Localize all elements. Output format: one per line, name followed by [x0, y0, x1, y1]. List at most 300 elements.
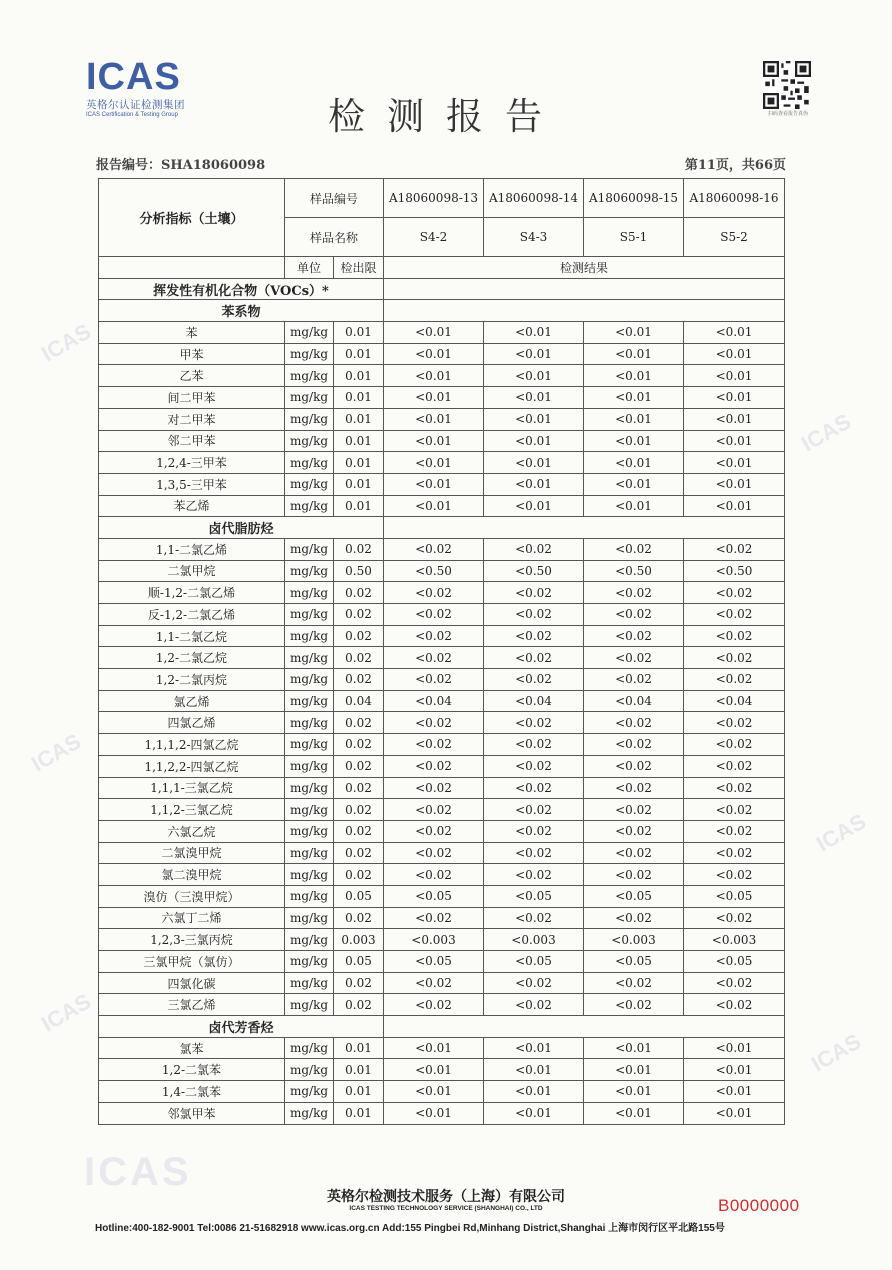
result-cell: <0.01: [384, 495, 484, 517]
logo-en-name: ICAS Certification & Testing Group: [86, 112, 178, 118]
table-row: [99, 582, 785, 604]
result-cell: <0.04: [684, 690, 785, 712]
limit-cell: 0.04: [334, 690, 384, 712]
limit-cell: 0.50: [334, 560, 384, 582]
blank-cell: [384, 300, 785, 322]
logo-cn-name: 英格尔认证检测集团: [86, 99, 185, 111]
table-row: [99, 408, 785, 430]
table-row: [99, 430, 785, 452]
result-cell: <0.02: [684, 625, 785, 647]
limit-cell: 0.02: [334, 820, 384, 842]
analyte-name: 1,3,5-三甲苯: [99, 473, 285, 495]
table-row: [99, 690, 785, 712]
result-cell: <0.02: [484, 755, 584, 777]
watermark-logo: ICAS: [37, 318, 96, 367]
result-cell: <0.003: [484, 929, 584, 951]
limit-cell: 0.02: [334, 994, 384, 1016]
result-cell: <0.02: [684, 712, 785, 734]
result-cell: <0.02: [684, 820, 785, 842]
result-cell: <0.02: [484, 538, 584, 560]
unit-cell: mg/kg: [285, 387, 334, 409]
table-row: [99, 1081, 785, 1103]
limit-cell: 0.01: [334, 452, 384, 474]
result-cell: <0.01: [584, 452, 684, 474]
limit-cell: 0.01: [334, 1102, 384, 1124]
result-cell: <0.02: [584, 625, 684, 647]
result-cell: <0.02: [484, 864, 584, 886]
unit-cell: mg/kg: [285, 972, 334, 994]
result-cell: <0.01: [484, 452, 584, 474]
result-cell: <0.02: [684, 755, 785, 777]
result-cell: <0.01: [484, 365, 584, 387]
result-cell: <0.02: [484, 582, 584, 604]
result-cell: <0.02: [484, 712, 584, 734]
analyte-name: 1,1-二氯乙烷: [99, 625, 285, 647]
result-cell: <0.05: [684, 885, 785, 907]
result-cell: <0.02: [384, 755, 484, 777]
sample-name: S5-2: [684, 218, 785, 257]
blank-cell: [384, 278, 785, 300]
result-cell: <0.02: [484, 994, 584, 1016]
result-cell: <0.02: [484, 669, 584, 691]
result-cell: <0.02: [484, 972, 584, 994]
table-row: [99, 560, 785, 582]
limit-cell: 0.02: [334, 734, 384, 756]
table-row: [99, 907, 785, 929]
result-cell: <0.01: [384, 1059, 484, 1081]
result-cell: <0.01: [484, 495, 584, 517]
analyte-name: 1,2,3-三氯丙烷: [99, 929, 285, 951]
sample-name: S4-2: [384, 218, 484, 257]
result-cell: <0.50: [484, 560, 584, 582]
blank-cell: [384, 1016, 785, 1038]
limit-cell: 0.02: [334, 604, 384, 626]
result-cell: <0.02: [384, 972, 484, 994]
result-cell: <0.01: [684, 343, 785, 365]
result-cell: <0.02: [384, 842, 484, 864]
blank-cell: [384, 517, 785, 539]
result-cell: <0.02: [584, 604, 684, 626]
result-cell: <0.01: [584, 365, 684, 387]
result-cell: <0.003: [384, 929, 484, 951]
watermark-logo: ICAS: [27, 728, 86, 777]
analyte-name: 邻氯甲苯: [99, 1102, 285, 1124]
limit-cell: 0.02: [334, 777, 384, 799]
result-cell: <0.02: [484, 734, 584, 756]
result-cell: <0.02: [384, 647, 484, 669]
analyte-name: 对二甲苯: [99, 408, 285, 430]
table-row: [99, 929, 785, 951]
result-cell: <0.02: [684, 799, 785, 821]
result-cell: <0.01: [384, 473, 484, 495]
result-cell: <0.50: [684, 560, 785, 582]
analyte-name: 1,1-二氯乙烯: [99, 538, 285, 560]
unit-label: 单位: [285, 257, 334, 279]
limit-cell: 0.01: [334, 343, 384, 365]
sample-id: A18060098-15: [584, 179, 684, 218]
result-cell: <0.01: [584, 495, 684, 517]
result-cell: <0.01: [684, 473, 785, 495]
result-cell: <0.02: [584, 669, 684, 691]
result-cell: <0.01: [484, 1037, 584, 1059]
watermark-logo: ICAS: [807, 1028, 866, 1077]
result-cell: <0.01: [384, 1037, 484, 1059]
result-cell: <0.02: [484, 907, 584, 929]
limit-cell: 0.01: [334, 473, 384, 495]
section-row: [99, 300, 785, 322]
analyte-name: 1,1,2-三氯乙烷: [99, 799, 285, 821]
result-cell: <0.02: [384, 777, 484, 799]
table-row: [99, 777, 785, 799]
result-cell: <0.02: [584, 647, 684, 669]
analyte-name: 氯乙烯: [99, 690, 285, 712]
result-cell: <0.02: [684, 864, 785, 886]
result-cell: <0.003: [584, 929, 684, 951]
unit-cell: mg/kg: [285, 343, 334, 365]
unit-cell: mg/kg: [285, 1102, 334, 1124]
result-cell: <0.01: [584, 1059, 684, 1081]
analyte-name: 1,1,1,2-四氯乙烷: [99, 734, 285, 756]
result-cell: <0.02: [684, 994, 785, 1016]
result-cell: <0.01: [584, 322, 684, 344]
result-cell: <0.05: [584, 885, 684, 907]
limit-cell: 0.01: [334, 495, 384, 517]
sample-id: A18060098-14: [484, 179, 584, 218]
analyte-name: 邻二甲苯: [99, 430, 285, 452]
table-row: [99, 820, 785, 842]
result-cell: <0.50: [584, 560, 684, 582]
unit-cell: mg/kg: [285, 582, 334, 604]
limit-cell: 0.003: [334, 929, 384, 951]
limit-cell: 0.02: [334, 712, 384, 734]
unit-cell: mg/kg: [285, 604, 334, 626]
result-cell: <0.02: [384, 604, 484, 626]
unit-cell: mg/kg: [285, 430, 334, 452]
result-cell: <0.05: [484, 885, 584, 907]
unit-cell: mg/kg: [285, 907, 334, 929]
limit-cell: 0.02: [334, 842, 384, 864]
logo-mark: ICAS: [86, 56, 181, 98]
unit-cell: mg/kg: [285, 712, 334, 734]
report-number: 报告编号：SHA18060098: [96, 158, 266, 173]
unit-cell: mg/kg: [285, 820, 334, 842]
section-row: [99, 1016, 785, 1038]
table-row: [99, 1102, 785, 1124]
result-cell: <0.01: [684, 408, 785, 430]
limit-cell: 0.02: [334, 625, 384, 647]
result-cell: <0.02: [384, 669, 484, 691]
result-cell: <0.01: [584, 1102, 684, 1124]
table-row: [99, 972, 785, 994]
result-cell: <0.02: [484, 604, 584, 626]
analyte-name: 1,2-二氯丙烷: [99, 669, 285, 691]
limit-cell: 0.02: [334, 972, 384, 994]
unit-cell: mg/kg: [285, 365, 334, 387]
analysis-label: 分析指标（土壤）: [99, 179, 285, 257]
result-cell: <0.02: [384, 538, 484, 560]
result-cell: <0.01: [684, 430, 785, 452]
analyte-name: 反-1,2-二氯乙烯: [99, 604, 285, 626]
limit-cell: 0.01: [334, 1081, 384, 1103]
analyte-name: 二氯溴甲烷: [99, 842, 285, 864]
table-row: [99, 473, 785, 495]
unit-cell: mg/kg: [285, 951, 334, 973]
result-cell: <0.02: [384, 625, 484, 647]
table-row: [99, 951, 785, 973]
page-title: 检测报告: [328, 95, 564, 138]
result-cell: <0.01: [384, 343, 484, 365]
section-title: 卤代芳香烃: [99, 1016, 384, 1038]
analyte-name: 甲苯: [99, 343, 285, 365]
table-row: [99, 343, 785, 365]
analyte-name: 1,1,2,2-四氯乙烷: [99, 755, 285, 777]
header-row-sample-no: [99, 179, 785, 218]
sample-id: A18060098-16: [684, 179, 785, 218]
result-cell: <0.05: [484, 951, 584, 973]
result-cell: <0.02: [384, 907, 484, 929]
result-cell: <0.02: [584, 994, 684, 1016]
table-row: [99, 625, 785, 647]
result-cell: <0.01: [384, 322, 484, 344]
result-cell: <0.02: [684, 647, 785, 669]
result-label: 检测结果: [384, 257, 785, 279]
limit-cell: 0.05: [334, 885, 384, 907]
footer-company-cn: 英格尔检测技术服务（上海）有限公司: [327, 1189, 565, 1205]
result-cell: <0.01: [384, 365, 484, 387]
result-cell: <0.01: [584, 343, 684, 365]
limit-cell: 0.01: [334, 408, 384, 430]
result-cell: <0.003: [684, 929, 785, 951]
analyte-name: 氯二溴甲烷: [99, 864, 285, 886]
table-row: [99, 799, 785, 821]
result-cell: <0.04: [384, 690, 484, 712]
result-cell: <0.02: [684, 604, 785, 626]
result-cell: <0.01: [684, 452, 785, 474]
analyte-name: 顺-1,2-二氯乙烯: [99, 582, 285, 604]
unit-cell: mg/kg: [285, 560, 334, 582]
result-cell: <0.02: [684, 907, 785, 929]
limit-cell: 0.02: [334, 582, 384, 604]
result-cell: <0.02: [484, 625, 584, 647]
result-cell: <0.01: [584, 1037, 684, 1059]
watermark-logo-large: ICAS: [84, 1150, 192, 1194]
result-cell: <0.02: [684, 972, 785, 994]
table-row: [99, 538, 785, 560]
result-cell: <0.01: [584, 430, 684, 452]
analyte-name: 间二甲苯: [99, 387, 285, 409]
result-cell: <0.01: [484, 1081, 584, 1103]
result-cell: <0.02: [484, 799, 584, 821]
result-cell: <0.02: [684, 734, 785, 756]
result-cell: <0.05: [684, 951, 785, 973]
table-row: [99, 322, 785, 344]
result-cell: <0.02: [584, 538, 684, 560]
unit-cell: mg/kg: [285, 690, 334, 712]
result-cell: <0.01: [484, 1059, 584, 1081]
unit-cell: mg/kg: [285, 625, 334, 647]
result-cell: <0.01: [484, 430, 584, 452]
result-cell: <0.05: [584, 951, 684, 973]
section-row: [99, 517, 785, 539]
result-cell: <0.01: [684, 1081, 785, 1103]
limit-cell: 0.01: [334, 1037, 384, 1059]
unit-cell: mg/kg: [285, 1081, 334, 1103]
unit-cell: mg/kg: [285, 864, 334, 886]
result-cell: <0.02: [384, 582, 484, 604]
limit-cell: 0.01: [334, 430, 384, 452]
result-cell: <0.02: [484, 777, 584, 799]
results-table: [98, 178, 785, 1125]
result-cell: <0.01: [684, 1059, 785, 1081]
sample-no-label: 样品编号: [285, 179, 384, 218]
table-row: [99, 387, 785, 409]
unit-cell: mg/kg: [285, 734, 334, 756]
result-cell: <0.02: [684, 777, 785, 799]
result-cell: <0.02: [384, 712, 484, 734]
unit-cell: mg/kg: [285, 1059, 334, 1081]
result-cell: <0.01: [384, 408, 484, 430]
table-row: [99, 452, 785, 474]
limit-cell: 0.02: [334, 864, 384, 886]
unit-cell: mg/kg: [285, 994, 334, 1016]
section-title: 苯系物: [99, 300, 384, 322]
unit-cell: mg/kg: [285, 495, 334, 517]
unit-cell: mg/kg: [285, 322, 334, 344]
result-cell: <0.02: [584, 777, 684, 799]
limit-cell: 0.05: [334, 951, 384, 973]
result-cell: <0.02: [384, 820, 484, 842]
result-cell: <0.02: [384, 864, 484, 886]
result-cell: <0.01: [484, 387, 584, 409]
result-cell: <0.02: [584, 820, 684, 842]
result-cell: <0.02: [384, 799, 484, 821]
watermark-logo: ICAS: [37, 988, 96, 1037]
analyte-name: 六氯丁二烯: [99, 907, 285, 929]
limit-cell: 0.01: [334, 322, 384, 344]
result-cell: <0.02: [484, 647, 584, 669]
result-cell: <0.02: [384, 994, 484, 1016]
sample-name-label: 样品名称: [285, 218, 384, 257]
result-cell: <0.02: [584, 842, 684, 864]
analyte-name: 三氯乙烯: [99, 994, 285, 1016]
limit-cell: 0.01: [334, 365, 384, 387]
sample-name: S4-3: [484, 218, 584, 257]
watermark-logo: ICAS: [812, 808, 871, 857]
analyte-name: 氯苯: [99, 1037, 285, 1059]
result-cell: <0.02: [584, 864, 684, 886]
result-cell: <0.02: [584, 734, 684, 756]
result-cell: <0.02: [484, 820, 584, 842]
unit-cell: mg/kg: [285, 408, 334, 430]
result-cell: <0.05: [384, 951, 484, 973]
limit-cell: 0.02: [334, 538, 384, 560]
result-cell: <0.01: [684, 322, 785, 344]
result-cell: <0.01: [484, 1102, 584, 1124]
table-row: [99, 365, 785, 387]
unit-cell: mg/kg: [285, 777, 334, 799]
result-cell: <0.01: [384, 1081, 484, 1103]
result-cell: <0.04: [484, 690, 584, 712]
result-cell: <0.02: [584, 582, 684, 604]
table-row: [99, 1037, 785, 1059]
result-cell: <0.02: [584, 972, 684, 994]
section-title: 卤代脂肪烃: [99, 517, 384, 539]
unit-cell: mg/kg: [285, 755, 334, 777]
result-cell: <0.01: [584, 387, 684, 409]
limit-label: 检出限: [334, 257, 384, 279]
result-cell: <0.01: [584, 473, 684, 495]
result-cell: <0.01: [684, 387, 785, 409]
table-row: [99, 734, 785, 756]
result-cell: <0.02: [684, 669, 785, 691]
footer-company-en: ICAS TESTING TECHNOLOGY SERVICE (SHANGHAI) CO., LTD: [349, 1205, 543, 1212]
table-row: [99, 604, 785, 626]
result-cell: <0.01: [384, 387, 484, 409]
result-cell: <0.02: [684, 842, 785, 864]
unit-cell: mg/kg: [285, 473, 334, 495]
table-row: [99, 669, 785, 691]
result-cell: <0.02: [584, 907, 684, 929]
unit-cell: mg/kg: [285, 1037, 334, 1059]
unit-cell: mg/kg: [285, 799, 334, 821]
sample-id: A18060098-13: [384, 179, 484, 218]
limit-cell: 0.02: [334, 755, 384, 777]
limit-cell: 0.02: [334, 669, 384, 691]
result-cell: <0.04: [584, 690, 684, 712]
unit-cell: mg/kg: [285, 647, 334, 669]
result-cell: <0.02: [484, 842, 584, 864]
header-row-units: [99, 257, 785, 279]
analyte-name: 1,2,4-三甲苯: [99, 452, 285, 474]
analyte-name: 乙苯: [99, 365, 285, 387]
table-row: [99, 885, 785, 907]
watermark-logo: ICAS: [797, 408, 856, 457]
analyte-name: 苯乙烯: [99, 495, 285, 517]
analyte-name: 苯: [99, 322, 285, 344]
footer-address: Hotline:400-182-9001 Tel:0086 21-51682918 www.icas.org.cn Add:155 Pingbei Rd,Minhang District,Shanghai 上海市闵行区平北路155号: [95, 1223, 725, 1234]
unit-cell: mg/kg: [285, 885, 334, 907]
result-cell: <0.01: [684, 495, 785, 517]
result-cell: <0.02: [584, 712, 684, 734]
result-cell: <0.02: [384, 734, 484, 756]
limit-cell: 0.02: [334, 907, 384, 929]
result-cell: <0.05: [384, 885, 484, 907]
table-row: [99, 994, 785, 1016]
result-cell: <0.01: [684, 1102, 785, 1124]
result-cell: <0.01: [584, 1081, 684, 1103]
analyte-name: 二氯甲烷: [99, 560, 285, 582]
unit-cell: mg/kg: [285, 669, 334, 691]
analyte-name: 六氯乙烷: [99, 820, 285, 842]
analyte-name: 四氯乙烯: [99, 712, 285, 734]
unit-cell: mg/kg: [285, 929, 334, 951]
result-cell: <0.01: [484, 473, 584, 495]
table-row: [99, 1059, 785, 1081]
table-row: [99, 712, 785, 734]
qr-caption: 扫码查看报告真伪: [767, 111, 808, 117]
result-cell: <0.01: [384, 452, 484, 474]
table-row: [99, 842, 785, 864]
result-cell: <0.01: [384, 430, 484, 452]
analyte-name: 四氯化碳: [99, 972, 285, 994]
sample-name: S5-1: [584, 218, 684, 257]
result-cell: <0.01: [484, 343, 584, 365]
table-row: [99, 495, 785, 517]
analyte-name: 1,2-二氯苯: [99, 1059, 285, 1081]
result-cell: <0.50: [384, 560, 484, 582]
unit-cell: mg/kg: [285, 842, 334, 864]
result-cell: <0.01: [684, 1037, 785, 1059]
